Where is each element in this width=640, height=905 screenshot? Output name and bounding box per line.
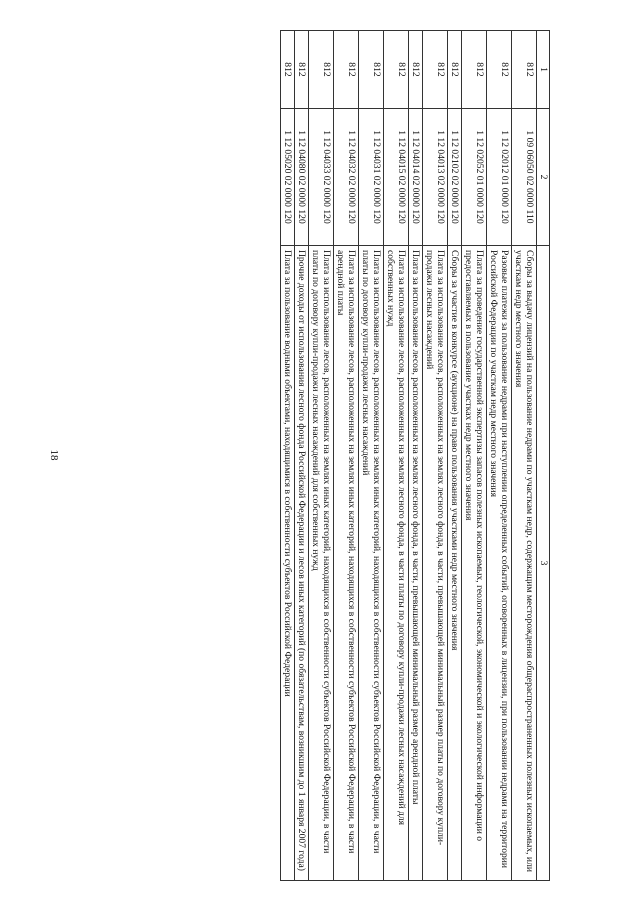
revenue-name-cell: Сборы за выдачу лицензий на пользование недрами по участкам недр, содержащим месторождения общераспространенных полезных ископаемых, или участкам недр местного значения	[512, 246, 537, 881]
page-number: 18	[48, 449, 60, 461]
table-row	[384, 31, 409, 881]
table-row	[309, 31, 334, 881]
table-row	[462, 31, 487, 881]
revenue-name-cell: Плата за использование лесов, расположенных на землях иных категорий, находящихся в собственности субъектов Российской Федерации, в части арендной платы	[334, 246, 359, 881]
table-container	[80, 30, 550, 880]
admin-code-cell: 812	[448, 31, 462, 109]
rotated-table-wrapper	[80, 30, 550, 880]
budget-code-cell: 1 12 04031 02 0000 120	[359, 109, 384, 246]
revenue-name-cell: Плата за проведение государственной экспертизы запасов полезных ископаемых, геологической, экономической и экологической информации о предоставляемых в пользование участках недр местного значения	[462, 246, 487, 881]
admin-code-cell: 812	[309, 31, 334, 109]
budget-code-cell: 1 12 04033 02 0000 120	[309, 109, 334, 246]
revenue-name-cell: Разовые платежи за пользование недрами при наступлении определенных событий, оговоренных в лицензии, при пользовании недрами на территории Российской Федерации по участкам недр местного значения	[487, 246, 512, 881]
admin-code-cell: 812	[334, 31, 359, 109]
table-row	[423, 31, 448, 881]
table-row	[409, 31, 423, 881]
admin-code-cell: 812	[295, 31, 309, 109]
revenue-name-cell: Сборы за участие в конкурсе (аукционе) на право пользования участками недр местного значения	[448, 246, 462, 881]
budget-code-cell: 1 12 04032 02 0000 120	[334, 109, 359, 246]
table-row	[487, 31, 512, 881]
revenue-codes-table	[280, 30, 550, 881]
revenue-name-cell: Плата за использование лесов, расположенных на землях иных категорий, находящихся в собственности субъектов Российской Федерации, в части платы по договору купли-продажи лесных насаждений для собственных нужд	[309, 246, 334, 881]
admin-code-cell: 812	[359, 31, 384, 109]
table-row	[359, 31, 384, 881]
revenue-name-cell: Прочие доходы от использования лесного фонда Российской Федерации и лесов иных категорий (по обязательствам, возникшим до 1 января 2007 года)	[295, 246, 309, 881]
admin-code-cell: 812	[487, 31, 512, 109]
budget-code-cell: 1 12 02052 01 0000 120	[462, 109, 487, 246]
admin-code-cell: 812	[462, 31, 487, 109]
admin-code-cell: 812	[384, 31, 409, 109]
column-header-3: 3	[537, 246, 550, 881]
revenue-name-cell: Плата за пользование водными объектами, находящимися в собственности субъектов Российской Федерации	[281, 246, 295, 881]
admin-code-cell: 812	[423, 31, 448, 109]
revenue-name-cell: Плата за использование лесов, расположенных на землях лесного фонда, в части, превышающей минимальный размер платы по договору купли-продажи лесных насаждений	[423, 246, 448, 881]
table-row	[448, 31, 462, 881]
revenue-name-cell: Плата за использование лесов, расположенных на землях лесного фонда, в части, превышающей минимальный размер арендной платы	[409, 246, 423, 881]
budget-code-cell: 1 12 04080 02 0000 120	[295, 109, 309, 246]
revenue-name-cell: Плата за использование лесов, расположенных на землях иных категорий, находящихся в собственности субъектов Российской Федерации, в части платы по договору купли-продажи лесных насаждений	[359, 246, 384, 881]
budget-code-cell: 1 12 02012 01 0000 120	[487, 109, 512, 246]
table-row	[512, 31, 537, 881]
budget-code-cell: 1 12 04013 02 0000 120	[423, 109, 448, 246]
admin-code-cell: 812	[281, 31, 295, 109]
table-row	[295, 31, 309, 881]
column-header-1: 1	[537, 31, 550, 109]
budget-code-cell: 1 12 04014 02 0000 120	[409, 109, 423, 246]
budget-code-cell: 1 12 02102 02 0000 120	[448, 109, 462, 246]
admin-code-cell: 812	[409, 31, 423, 109]
budget-code-cell: 1 12 04015 02 0000 120	[384, 109, 409, 246]
table-row	[281, 31, 295, 881]
table-header-row	[537, 31, 550, 881]
admin-code-cell: 812	[512, 31, 537, 109]
budget-code-cell: 1 09 06050 02 0000 110	[512, 109, 537, 246]
table-row	[334, 31, 359, 881]
column-header-2: 2	[537, 109, 550, 246]
budget-code-cell: 1 12 05020 02 0000 120	[281, 109, 295, 246]
revenue-name-cell: Плата за использование лесов, расположенных на землях лесного фонда, в части платы по договору купли-продажи лесных насаждений для собственных нужд	[384, 246, 409, 881]
